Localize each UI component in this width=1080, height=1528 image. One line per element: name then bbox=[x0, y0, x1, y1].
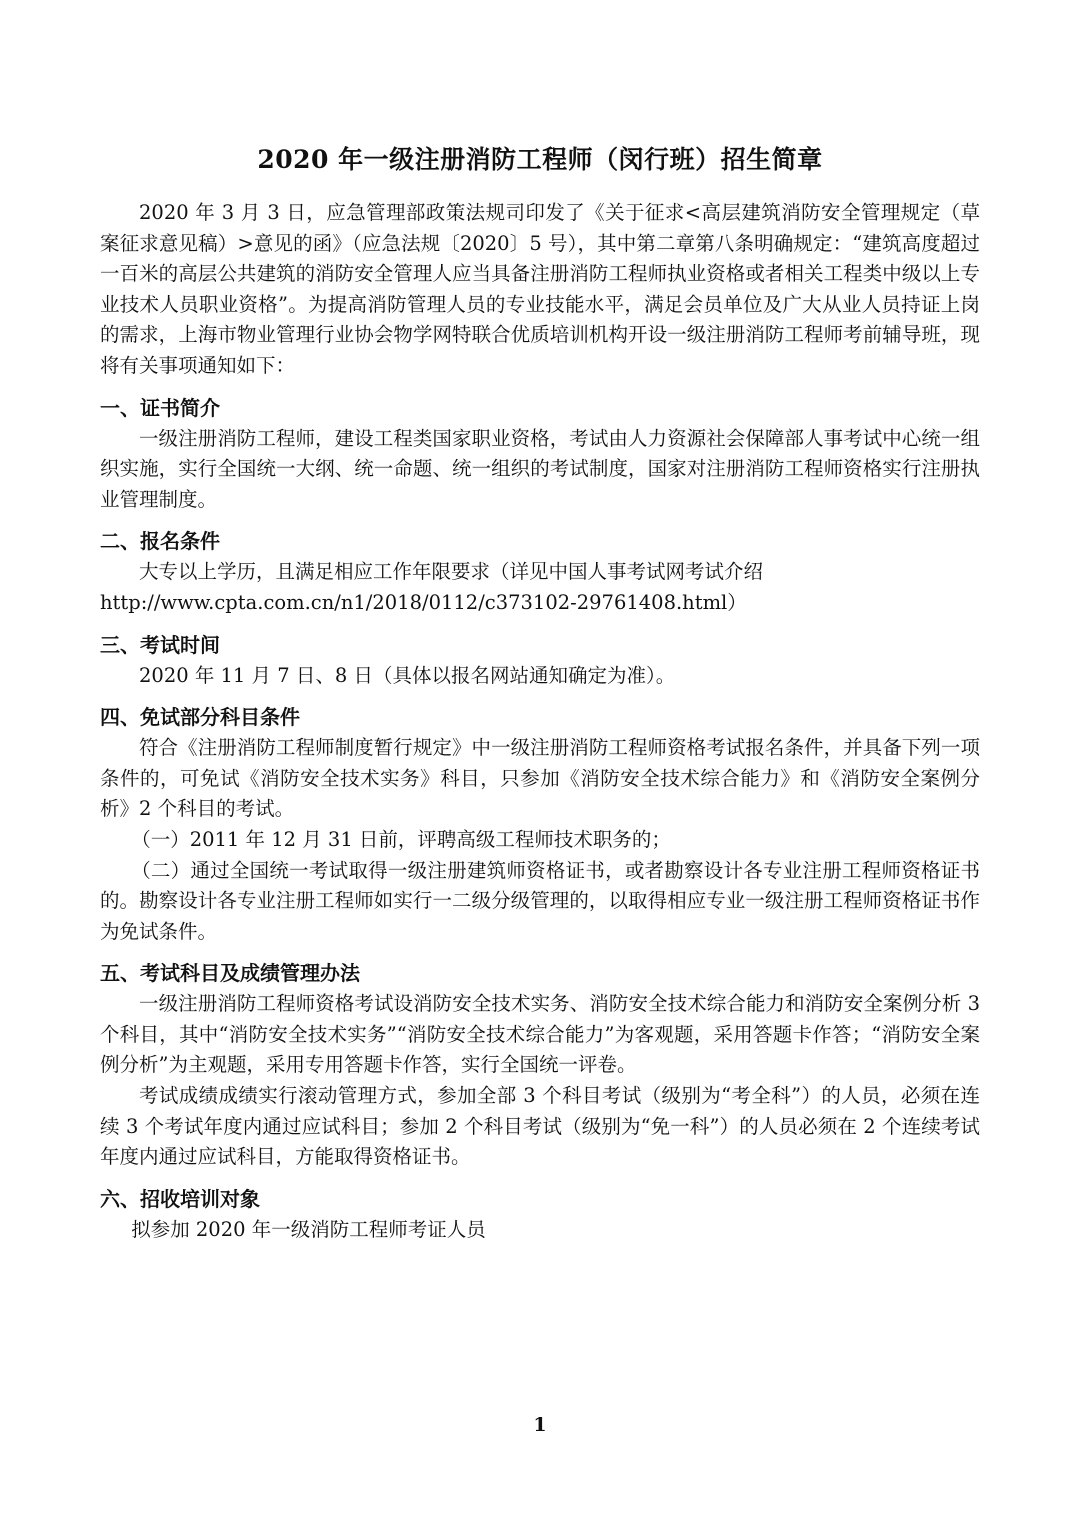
section-paragraph: 2020 年 11 月 7 日、8 日（具体以报名网站通知确定为准）。 bbox=[139, 663, 676, 687]
section-heading: 六、招收培训对象 bbox=[100, 1186, 260, 1211]
condition-item: （二）通过全国统一考试取得一级注册建筑师资格证书，或者勘察设计各专业注册工程师资格证书的。勘察设计各专业注册工程师如实行一二级分级管理的，以取得相应专业一级注册工程师资格证书作为免试条件。 bbox=[100, 858, 980, 943]
section-heading: 四、免试部分科目条件 bbox=[100, 705, 300, 730]
section-paragraph: 符合《注册消防工程师制度暂行规定》中一级注册消防工程师资格考试报名条件，并具备下列一项条件的，可免试《消防安全技术实务》科目，只参加《消防安全技术综合能力》和《消防安全案例分析》2 个科目的考试。 bbox=[100, 736, 980, 821]
document-title: 2020 年一级注册消防工程师（闵行班）招生简章 bbox=[257, 145, 823, 174]
section-registration-requirements bbox=[100, 525, 980, 618]
section-paragraph: 考试成绩成绩实行滚动管理方式，参加全部 3 个科目考试（级别为“考全科”）的人员，必须在连续 3 个考试年度内通过应试科目；参加 2 个科目考试（级别为“免一科”）的人员必须在 2 个连续考试年度内通过应试科目，方能取得资格证书。 bbox=[100, 1084, 980, 1169]
section-paragraph: 拟参加 2020 年一级消防工程师考证人员 bbox=[131, 1217, 486, 1241]
section-paragraph: 一级注册消防工程师资格考试设消防安全技术实务、消防安全技术综合能力和消防安全案例分析 3 个科目，其中“消防安全技术实务”“消防安全技术综合能力”为客观题，采用答题卡作答；“消防安全案例分析”为主观题，采用专用答题卡作答，实行全国统一评卷。 bbox=[100, 992, 980, 1077]
section-heading: 一、证书简介 bbox=[100, 395, 220, 420]
section-paragraph: 大专以上学历，且满足相应工作年限要求（详见中国人事考试网考试介绍 bbox=[139, 560, 764, 584]
section-exemption-conditions bbox=[100, 701, 980, 947]
section-exam-time bbox=[100, 629, 980, 692]
reference-url: http://www.cpta.com.cn/n1/2018/0112/c373102-29761408.html） bbox=[100, 590, 747, 614]
condition-item: （一）2011 年 12 月 31 日前，评聘高级工程师技术职务的； bbox=[131, 827, 671, 851]
section-certificate-intro bbox=[100, 392, 980, 516]
section-paragraph: 一级注册消防工程师，建设工程类国家职业资格，考试由人力资源社会保障部人事考试中心统一组织实施，实行全国统一大纲、统一命题、统一组织的考试制度，国家对注册消防工程师资格实行注册执业管理制度。 bbox=[100, 426, 980, 511]
section-heading: 三、考试时间 bbox=[100, 632, 220, 657]
section-target-audience bbox=[100, 1183, 980, 1246]
section-heading: 二、报名条件 bbox=[100, 529, 220, 554]
intro-paragraph: 2020 年 3 月 3 日，应急管理部政策法规司印发了《关于征求<高层建筑消防安全管理规定（草案征求意见稿）>意见的函》（应急法规〔2020〕5 号），其中第二章第八条明确规定：“建筑高度超过一百米的高层公共建筑的消防安全管理人应当具备注册消防工程师执业资格或者相关工程类中级以上专业技术人员职业资格”。为提高消防管理人员的专业技能水平，满足会员单位及广大从业人员持证上岗的需求，上海市物业管理行业协会物学网特联合优质培训机构开设一级注册消防工程师考前辅导班，现将有关事项通知如下： bbox=[100, 201, 980, 377]
document-body bbox=[100, 198, 980, 1245]
section-exam-subjects bbox=[100, 957, 980, 1173]
page-number: 1 bbox=[533, 1414, 547, 1436]
section-heading: 五、考试科目及成绩管理办法 bbox=[100, 961, 360, 986]
